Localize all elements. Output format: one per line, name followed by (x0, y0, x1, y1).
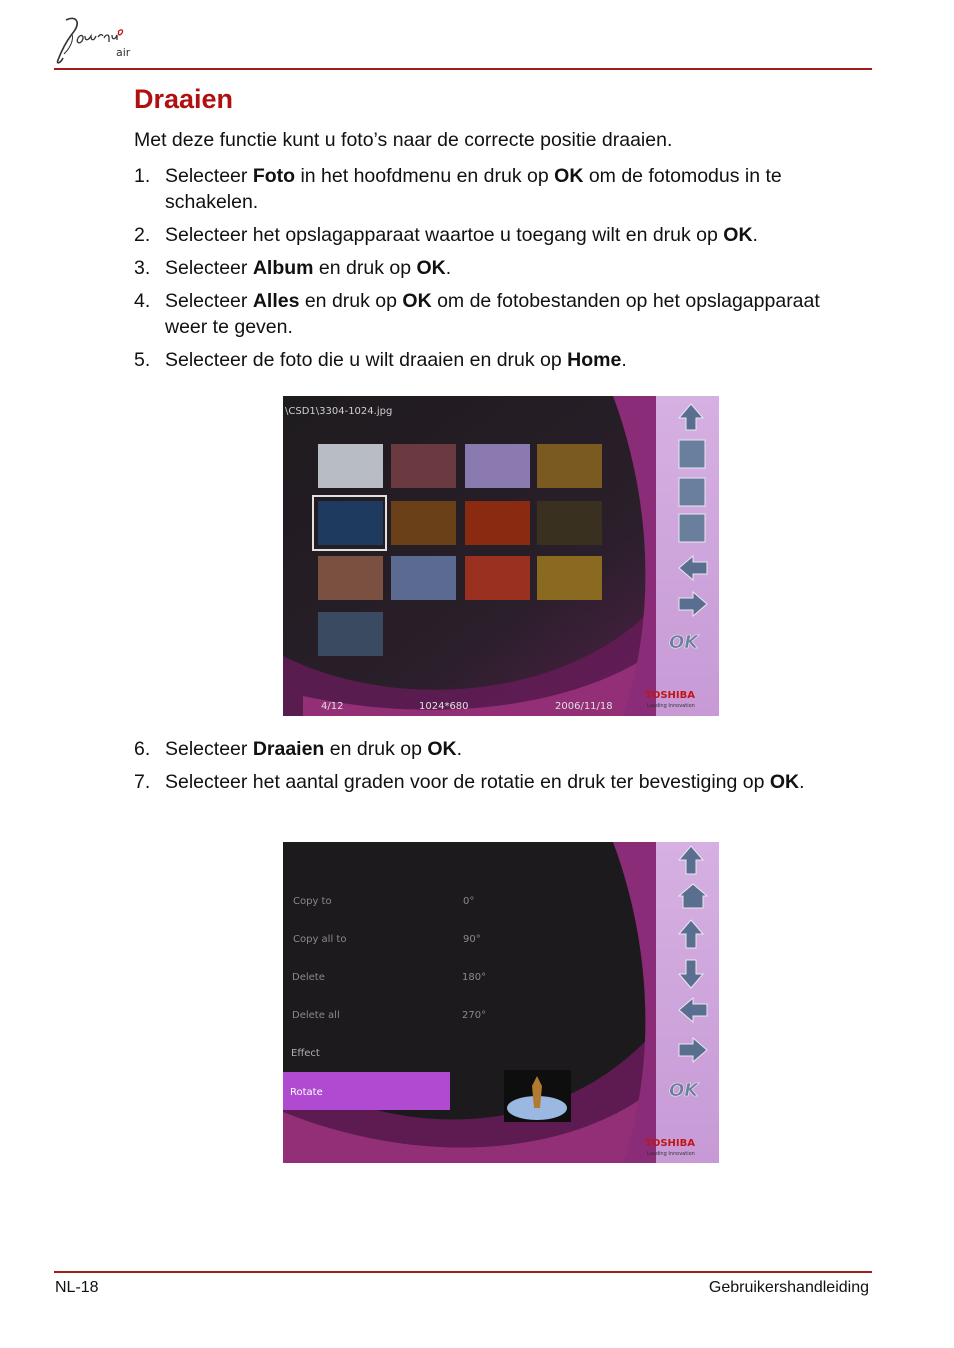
photo-grid-screenshot (283, 396, 719, 716)
step-item (134, 288, 865, 340)
page-number: NL-18 (55, 1279, 99, 1296)
step-text: Selecteer (165, 165, 253, 187)
photo-date: 2006/11/18 (555, 701, 613, 712)
steps-list-2 (134, 736, 865, 802)
step-keyword: OK (402, 290, 432, 312)
toshiba-logo: TOSHIBA (645, 690, 695, 701)
menu-copy-all-to: Copy all to (293, 934, 347, 945)
step-text: om de fotobestanden op het opslagapparaat weer te geven. (165, 290, 820, 338)
toshiba-tagline: Leading Innovation (647, 703, 695, 709)
toshiba-tagline-2: Leading Innovation (647, 1151, 695, 1157)
step-keyword: Draaien (252, 738, 325, 760)
section-title: Draaien (134, 84, 234, 114)
step-text: Selecteer de foto die u wilt draaien en druk op (165, 349, 568, 371)
step-text: . (621, 349, 627, 371)
step-text: en druk op (313, 257, 417, 279)
step-keyword: Alles (252, 290, 300, 312)
step-text: in het hoofdmenu en druk op (295, 165, 555, 187)
step-keyword: OK (554, 165, 584, 187)
step-item (134, 222, 865, 248)
step-number: 2. (134, 224, 151, 246)
ok-icon-2: OK (669, 1080, 699, 1101)
step-item (134, 347, 865, 373)
menu-effect: Effect (291, 1048, 320, 1059)
photo-index: 4/12 (321, 701, 344, 712)
step-item (134, 736, 865, 762)
angle-270: 270° (462, 1010, 487, 1021)
step-keyword: OK (723, 224, 753, 246)
steps-list-1 (134, 163, 865, 380)
angle-90: 90° (463, 934, 481, 945)
step-item (134, 255, 865, 281)
step-number: 3. (134, 257, 151, 279)
step-text: en druk op (324, 738, 428, 760)
step-text: Selecteer het aantal graden voor de rotatie en druk ter bevestiging op (165, 771, 770, 793)
step-number: 4. (134, 290, 151, 312)
step-text: . (456, 738, 463, 760)
step-text: . (752, 224, 758, 246)
rotate-menu-screenshot (283, 842, 719, 1163)
step-item (134, 163, 865, 215)
manual-name: Gebruikershandleiding (708, 1279, 869, 1296)
step-keyword: Album (252, 257, 314, 279)
menu-delete-all: Delete all (292, 1010, 340, 1021)
menu-rotate: Rotate (290, 1087, 323, 1098)
step-text: . (799, 771, 805, 793)
header-rule (54, 68, 872, 70)
step-text: om de fotomodus in te schakelen. (165, 165, 782, 213)
step-number: 6. (134, 738, 151, 760)
step-number: 7. (134, 771, 151, 793)
journe-air-logo (52, 12, 147, 67)
angle-0: 0° (463, 896, 475, 907)
menu-delete: Delete (292, 972, 325, 983)
step-text: Selecteer (165, 290, 253, 312)
step-number: 5. (134, 349, 151, 371)
file-path: \CSD1\3304-1024.jpg (285, 406, 393, 417)
ok-icon: OK (669, 632, 699, 653)
photo-resolution: 1024*680 (419, 701, 469, 712)
step-text: Selecteer het opslagapparaat waartoe u toegang wilt en druk op (165, 224, 724, 246)
step-item (134, 769, 865, 795)
step-keyword: OK (427, 738, 457, 760)
step-number: 1. (134, 165, 151, 187)
angle-180: 180° (462, 972, 487, 983)
svg-text:air: air (116, 46, 131, 59)
step-keyword: OK (416, 257, 446, 279)
step-text: . (445, 257, 452, 279)
menu-copy-to: Copy to (293, 896, 332, 907)
step-keyword: OK (769, 771, 800, 793)
footer-rule (54, 1271, 872, 1273)
step-text: en druk op (299, 290, 403, 312)
step-keyword: Foto (252, 165, 296, 187)
toshiba-logo-2: TOSHIBA (645, 1138, 695, 1149)
step-text: Selecteer (165, 257, 253, 279)
step-keyword: Home (567, 349, 622, 371)
step-text: Selecteer (165, 738, 253, 760)
intro-text: Met deze functie kunt u foto’s naar de correcte positie draaien. (134, 129, 673, 151)
